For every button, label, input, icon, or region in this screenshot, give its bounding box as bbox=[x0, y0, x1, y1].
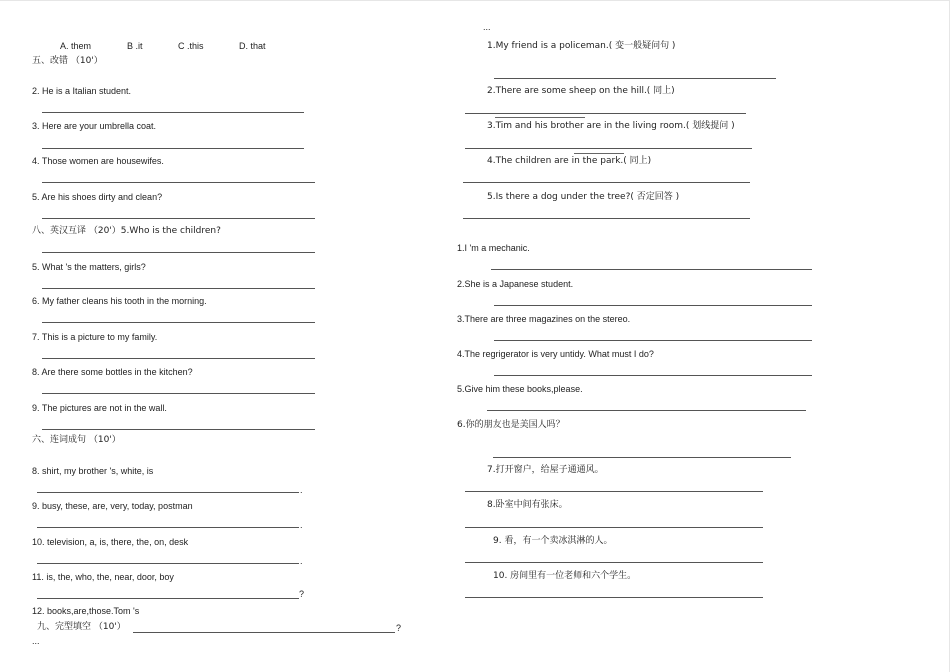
correction-item: 3. Here are your umbrella coat. bbox=[32, 121, 157, 131]
transform-item: 1.My friend is a policeman.( 变一般疑问句 ) bbox=[487, 41, 676, 51]
answer-line[interactable] bbox=[37, 563, 299, 564]
translate-item: 5. What 's the matters, girls? bbox=[32, 262, 146, 272]
sentence-end: ? bbox=[396, 623, 402, 633]
answer-line[interactable] bbox=[42, 288, 315, 289]
translate-item: 3.There are three magazines on the stereo. bbox=[457, 314, 631, 324]
chinese-item: 10. 房间里有一位老师和六个学生。 bbox=[493, 571, 637, 581]
answer-line[interactable] bbox=[493, 457, 791, 458]
correction-item: 4. Those women are housewifes. bbox=[32, 156, 164, 166]
sentence-item: 10. television, a, is, there, the, on, desk bbox=[32, 537, 189, 547]
sentence-end: . bbox=[300, 520, 303, 530]
translate-item: 6.你的朋友也是美国人吗？ bbox=[457, 420, 565, 430]
answer-line[interactable] bbox=[42, 112, 304, 113]
answer-line[interactable] bbox=[487, 410, 806, 411]
answer-line[interactable] bbox=[494, 340, 812, 341]
answer-line[interactable] bbox=[463, 182, 750, 183]
answer-line[interactable] bbox=[465, 113, 746, 114]
answer-line[interactable] bbox=[465, 491, 763, 492]
answer-line[interactable] bbox=[42, 252, 315, 253]
sentence-item: 9. busy, these, are, very, today, postman bbox=[32, 501, 193, 511]
transform-item: 2.There are some sheep on the hill.( 同上) bbox=[487, 86, 675, 96]
section-6-header: 六、连词成句 （10'） bbox=[32, 435, 121, 445]
translate-item: 5.Give him these books,please. bbox=[457, 384, 583, 394]
answer-line[interactable] bbox=[494, 375, 812, 376]
translate-item: 6. My father cleans his tooth in the morning. bbox=[32, 296, 207, 306]
answer-line[interactable] bbox=[465, 597, 763, 598]
option-d: D. that bbox=[239, 41, 266, 51]
answer-line[interactable] bbox=[42, 148, 304, 149]
answer-line[interactable] bbox=[42, 393, 315, 394]
chinese-item: 7.打开窗户，给屋子通通风。 bbox=[487, 465, 604, 475]
answer-line[interactable] bbox=[494, 305, 812, 306]
correction-item: 5. Are his shoes dirty and clean? bbox=[32, 192, 163, 202]
translate-item: 2.She is a Japanese student. bbox=[457, 279, 574, 289]
translate-item: 7. This is a picture to my family. bbox=[32, 332, 158, 342]
answer-line[interactable] bbox=[465, 527, 763, 528]
answer-line[interactable] bbox=[465, 148, 752, 149]
option-c: C .this bbox=[178, 41, 204, 51]
section-9-header: 九、完型填空 （10'） bbox=[37, 622, 126, 632]
underline-mark bbox=[495, 117, 585, 118]
translate-item: 9. The pictures are not in the wall. bbox=[32, 403, 167, 413]
continuation-dots: ... bbox=[32, 636, 40, 646]
sentence-end: ? bbox=[299, 589, 305, 599]
answer-line[interactable] bbox=[37, 492, 299, 493]
chinese-item: 8.卧室中间有张床。 bbox=[487, 500, 568, 510]
chinese-item: 9. 看，有一个卖冰淇淋的人。 bbox=[493, 536, 613, 546]
option-a: A. them bbox=[60, 41, 92, 51]
answer-line[interactable] bbox=[37, 527, 299, 528]
section-5-header: 五、改错 （10'） bbox=[32, 56, 103, 66]
sentence-item: 8. shirt, my brother 's, white, is bbox=[32, 466, 154, 476]
transform-item: 3.Tim and his brother are in the living room.( 划线提问 ) bbox=[487, 121, 735, 131]
translate-item: 4.The regrigerator is very untidy. What must I do? bbox=[457, 349, 654, 359]
sentence-end: . bbox=[300, 556, 303, 566]
answer-line[interactable] bbox=[42, 218, 315, 219]
answer-line[interactable] bbox=[463, 218, 750, 219]
translate-item: 8. Are there some bottles in the kitchen? bbox=[32, 367, 193, 377]
continuation-dots: ... bbox=[483, 22, 491, 32]
answer-line[interactable] bbox=[133, 632, 395, 633]
underline-mark bbox=[574, 153, 624, 154]
answer-line[interactable] bbox=[494, 78, 776, 79]
answer-line[interactable] bbox=[42, 358, 315, 359]
transform-item: 4.The children are in the park.( 同上) bbox=[487, 156, 652, 166]
section-8-header: 八、英汉互译 （20'）5.Who is the children? bbox=[32, 226, 221, 236]
answer-line[interactable] bbox=[42, 322, 315, 323]
answer-line[interactable] bbox=[491, 269, 812, 270]
answer-line[interactable] bbox=[465, 562, 763, 563]
sentence-end: . bbox=[300, 485, 303, 495]
option-b: B .it bbox=[127, 41, 143, 51]
transform-item: 5.Is there a dog under the tree?( 否定回答 ) bbox=[487, 192, 680, 202]
answer-line[interactable] bbox=[42, 182, 315, 183]
translate-item: 1.I 'm a mechanic. bbox=[457, 243, 530, 253]
answer-line[interactable] bbox=[42, 429, 315, 430]
answer-line[interactable] bbox=[37, 598, 299, 599]
sentence-item: 11. is, the, who, the, near, door, boy bbox=[32, 572, 174, 582]
sentence-item-12: 12. books,are,those.Tom 's bbox=[32, 606, 140, 616]
correction-item: 2. He is a Italian student. bbox=[32, 86, 132, 96]
